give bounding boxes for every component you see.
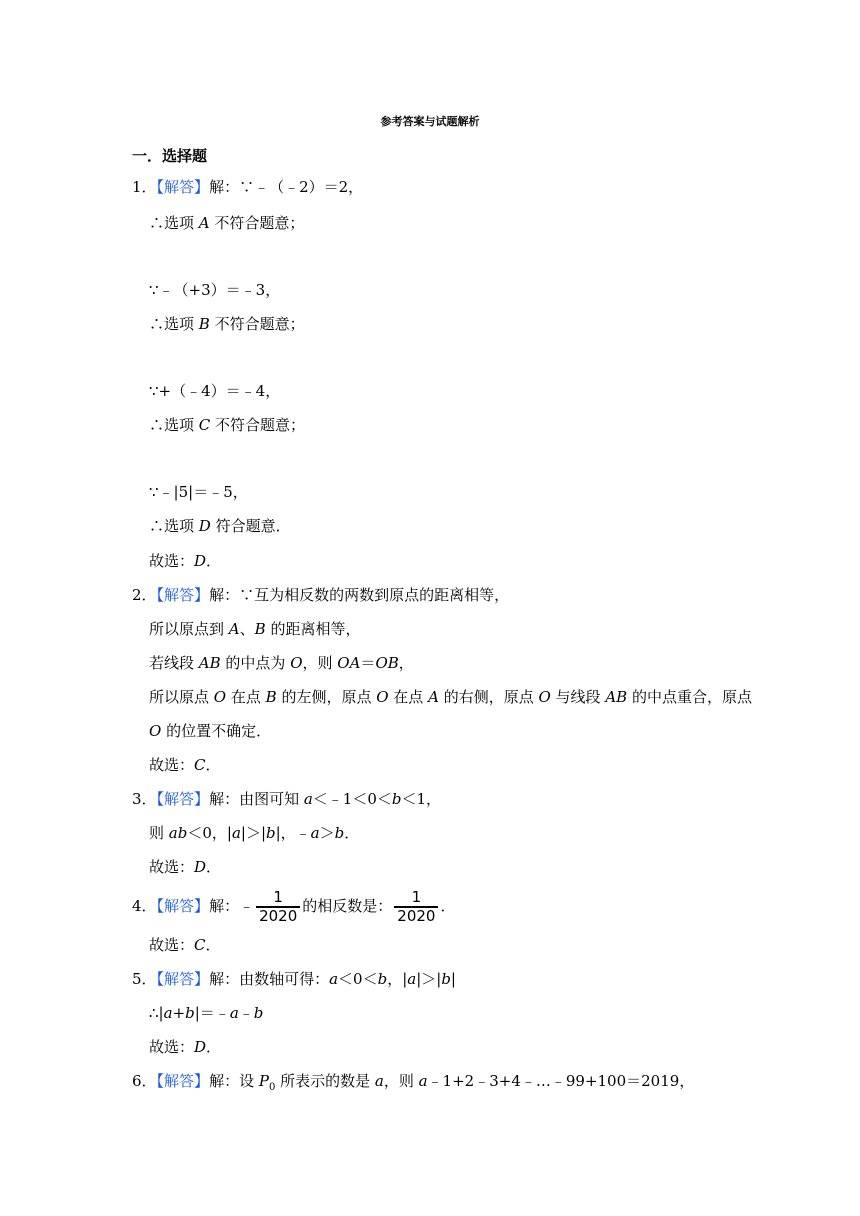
q2-number: 2． [132, 586, 157, 604]
q4-lead: 4．【解答】解：﹣ $\frac{1}{2020}$ 的相反数是： $\frac{1}{2020}$ ． [132, 888, 456, 925]
q1-answer-tag: 【解答】 [156, 178, 210, 196]
q2-choice: 故选：C． [149, 756, 221, 774]
section-heading: 一．选择题 [132, 147, 208, 165]
q1-line: ∵﹣（+3）＝﹣3， [149, 281, 281, 299]
q5-number: 5． [132, 970, 157, 988]
q3-lead: 3．【解答】解：由图可知 a＜﹣1＜0＜b＜1， [132, 790, 442, 808]
q1-line: ∴选项 C 不符合题意； [149, 416, 306, 434]
q5-lead: 5．【解答】解：由数轴可得：a＜0＜b，|a|＞|b| [132, 970, 456, 988]
q6-number: 6． [132, 1072, 157, 1090]
q1-line: ∴选项 B 不符合题意； [149, 315, 305, 333]
q3-line: 则 ab＜0，|a|＞|b|，﹣a＞b． [149, 824, 360, 842]
fraction: $\frac{1}{2020}$ [256, 889, 300, 924]
q4-number: 4． [132, 897, 157, 915]
q1-lead: 1．【解答】解：∵﹣（﹣2）＝2， [132, 178, 364, 196]
q3-choice: 故选：D． [149, 858, 222, 876]
q5-answer-tag: 【解答】 [156, 970, 210, 988]
q6-answer-tag: 【解答】 [156, 1072, 210, 1090]
q2-line: O 的位置不确定． [149, 722, 272, 740]
q2-answer-tag: 【解答】 [156, 586, 210, 604]
q6-lead: 6．【解答】解：设 $P_0$ 所表示的数是 a，则 a﹣1+2﹣3+4﹣…﹣99+100＝2019， [132, 1072, 695, 1093]
q1-choice: 故选：D． [149, 552, 222, 570]
q2-lead: 2．【解答】解：∵互为相反数的两数到原点的距离相等， [132, 586, 510, 604]
fraction: $\frac{1}{2020}$ [394, 889, 438, 924]
q1-line: ∵﹣|5|＝﹣5， [149, 483, 248, 501]
q2-line: 所以原点 O 在点 B 的左侧，原点 O 在点 A 的右侧，原点 O 与线段 AB 的中点重合，原点 [149, 688, 752, 706]
q3-number: 3． [132, 790, 157, 808]
q5-line: ∴|a+b|＝﹣a﹣b [149, 1004, 264, 1022]
q4-choice: 故选：C． [149, 936, 221, 954]
q1-line: ∴选项 A 不符合题意； [149, 214, 305, 232]
q2-line: 所以原点到 A、B 的距离相等， [149, 620, 361, 638]
q3-answer-tag: 【解答】 [156, 790, 210, 808]
page-title: 参考答案与试题解析 [380, 115, 480, 128]
q4-answer-tag: 【解答】 [156, 897, 210, 915]
q1-line: ∴选项 D 符合题意． [149, 517, 291, 535]
q1-number: 1． [132, 178, 157, 196]
q1-line: ∵+（﹣4）＝﹣4， [149, 382, 281, 400]
q5-choice: 故选：D． [149, 1038, 222, 1056]
q2-line: 若线段 AB 的中点为 O，则 OA＝OB， [149, 654, 414, 672]
